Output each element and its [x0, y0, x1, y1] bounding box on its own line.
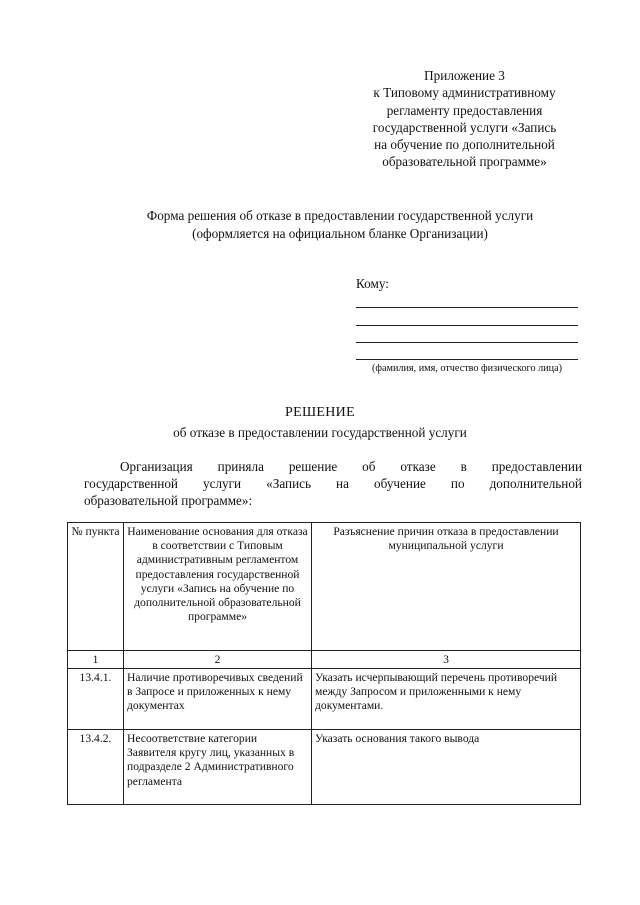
index-cell: 3 [312, 651, 581, 669]
recipient-line [356, 342, 578, 343]
header-name: Наименование основания для отказа в соответствии с Типовым административным регламентом предоставления государственной услуги «Запись на обучение по дополнительной образовательной программе» [124, 523, 312, 651]
recipient-line [356, 307, 578, 308]
row-explanation: Указать основания такого вывода [312, 730, 581, 805]
decision-text-line: государственной услуги «Запись на обучение по дополнительной [84, 475, 582, 491]
header-num: № пункта [68, 523, 124, 651]
form-title-line: Форма решения об отказе в предоставлении государственной услуги [146, 208, 534, 223]
row-num: 13.4.2. [68, 730, 124, 805]
recipient-label: Кому: [356, 276, 389, 291]
row-explanation: Указать исчерпывающий перечень противоречий между Запросом и приложенными к нему документами. [312, 669, 581, 730]
table-header-row [68, 523, 581, 651]
table-index-row [68, 651, 581, 669]
row-name: Наличие противоречивых сведений в Запросе и приложенных к нему документах [124, 669, 312, 730]
header-explanation: Разъяснение причин отказа в предоставлении муниципальной услуги [312, 523, 581, 651]
appendix-line: регламенту предоставления [386, 102, 543, 118]
row-name: Несоответствие категории Заявителя кругу лиц, указанных в подразделе 2 Административного регламента [124, 730, 312, 805]
recipient-caption: (фамилия, имя, отчество физического лица) [371, 363, 562, 374]
table-row [68, 669, 581, 730]
appendix-block [352, 67, 577, 171]
recipient-line [356, 359, 578, 360]
decision-text [84, 459, 582, 509]
decision-text-line: образовательной программе»: [84, 492, 253, 508]
appendix-line: на обучение по дополнительной [374, 137, 555, 153]
appendix-line: к Типовому административному [373, 85, 556, 101]
form-title [60, 207, 620, 242]
decision-subtitle: об отказе в предоставлении государственной услуги [173, 425, 467, 440]
row-num: 13.4.1. [68, 669, 124, 730]
recipient-line [356, 325, 578, 326]
decision-text-line: Организация приняла решение об отказе в предоставлении [120, 459, 582, 474]
index-cell: 1 [68, 651, 124, 669]
appendix-line: образовательной программе» [382, 154, 547, 170]
index-cell: 2 [124, 651, 312, 669]
form-title-note: (оформляется на официальном бланке Организации) [192, 225, 488, 241]
appendix-line: государственной услуги «Запись [372, 119, 557, 135]
refusal-reasons-table [67, 522, 581, 805]
appendix-line: Приложение 3 [424, 68, 505, 83]
decision-title: РЕШЕНИЕ [285, 405, 355, 420]
table-row [68, 730, 581, 805]
